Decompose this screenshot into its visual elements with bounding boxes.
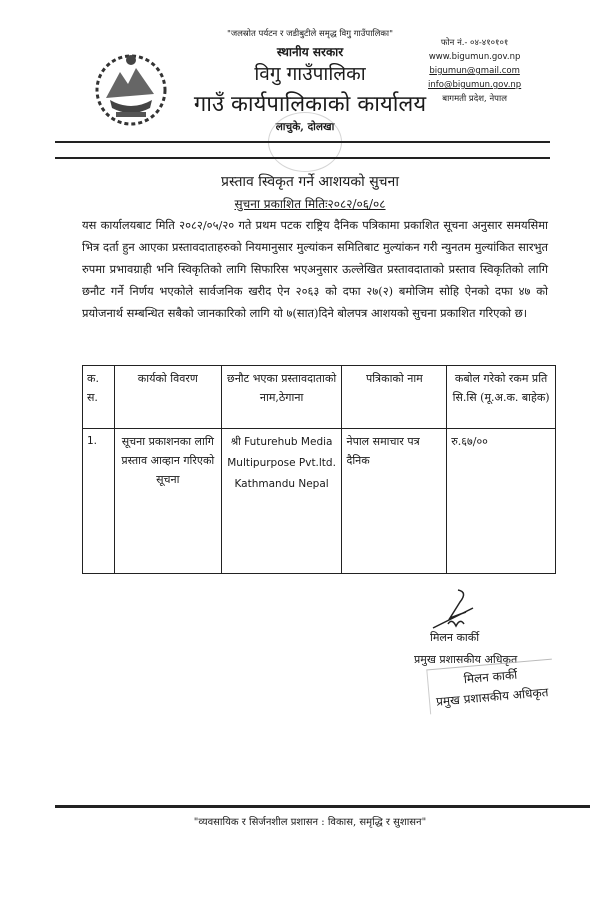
col-serial: क. स. — [83, 366, 115, 429]
col-bidder: छनौट भएका प्रस्तावदाताको नाम,ठेगाना — [221, 366, 342, 429]
stamp-title: प्रमुख प्रशासकीय अधिकृत — [435, 685, 549, 709]
cell-amount: रु.६७/०० — [447, 429, 556, 574]
header-divider-top — [55, 141, 550, 143]
office-name: गाउँ कार्यपालिकाको कार्यालय — [193, 92, 427, 117]
published-date: सुचना प्रकाशित मितिः२०८२/०६/०८ — [234, 197, 386, 211]
col-newspaper: पत्रिकाको नाम — [342, 366, 447, 429]
cell-newspaper: नेपाल समाचार पत्र दैनिक — [342, 429, 447, 574]
phone: फोन नं.- ०४-४१०१०१ — [440, 38, 509, 48]
table-header-row — [83, 366, 556, 429]
name-stamp — [426, 659, 555, 715]
footer-divider — [55, 805, 590, 808]
signatory-title: प्रमुख प्रशासकीय अधिकृत — [414, 653, 518, 666]
signatory-name: मिलन कार्की — [430, 631, 480, 644]
cell-bidder: श्री Futurehub Media Multipurpose Pvt.ltd. Kathmandu Nepal — [221, 429, 342, 574]
contact-block — [428, 36, 521, 106]
province: बागमती प्रदेश, नेपाल — [442, 94, 507, 104]
header-divider-bottom — [55, 157, 550, 159]
office-address: लाचुके, दोलखा — [275, 121, 335, 133]
col-work-description: कार्यको विवरण — [114, 366, 221, 429]
cell-serial: 1. — [83, 429, 115, 574]
stamp-name: मिलन कार्की — [463, 667, 518, 687]
website-link[interactable]: www.bigumun.gov.np — [428, 52, 521, 62]
selection-table — [82, 365, 556, 574]
notice-body: यस कार्यालयबाट मिति २०८२/०५/२० गते प्रथम पटक राष्ट्रिय दैनिक पत्रिकामा प्रकाशित सूचना अनुसार समयसिमा भित्र दर्ता हुन आएका प्रस्तावदाताहरुको नियमानुसार मुल्यांकन समितिबाट मुल्यांकन गरी न्युनतम मुल्यांकित सारभुत रुपमा प्रभावग्राही भनि स्विकृतिको लागि सिफारिस भएअनुसार ऊल्लेखित प्रस्तावदाताको प्रस्ताव स्विकृतिको लागि छनौट गर्ने निर्णय भएकोले सार्वजनिक खरीद ऐन २०६३ को दफा २७(२) बमोजिम सोहि ऐनको दफा ४७ को प्रयोजनार्थ सम्बन्धित सबैको जानकारिको लागि यो ७(सात)दिने बोलपत्र आशयको सुचना प्रकाशित गरिएको छ। — [82, 218, 548, 320]
government-label: स्थानीय सरकार — [276, 45, 344, 59]
notice-title: प्रस्ताव स्विकृत गर्ने आशयको सुचना — [221, 174, 399, 190]
municipality-name: विगु गाउँपालिका — [254, 63, 366, 85]
email-link[interactable]: bigumun@gmail.com — [429, 66, 520, 76]
col-amount: कबोल गरेको रकम प्रति सि.सि (मू.अ.क. बाहेक) — [447, 366, 556, 429]
email-link-info[interactable]: info@bigumun.gov.np — [428, 80, 522, 90]
footer-motto: "व्यवसायिक र सिर्जनशील प्रशासन : विकास, समृद्धि र सुशासन" — [193, 817, 427, 828]
table-row — [83, 429, 556, 574]
cell-work-description: सूचना प्रकाशनका लागि प्रस्ताव आव्हान गरिएको सूचना — [114, 429, 221, 574]
tagline: "जलस्रोत पर्यटन र जडीबुटीले समृद्ध विगु गाउँपालिका" — [226, 29, 394, 39]
